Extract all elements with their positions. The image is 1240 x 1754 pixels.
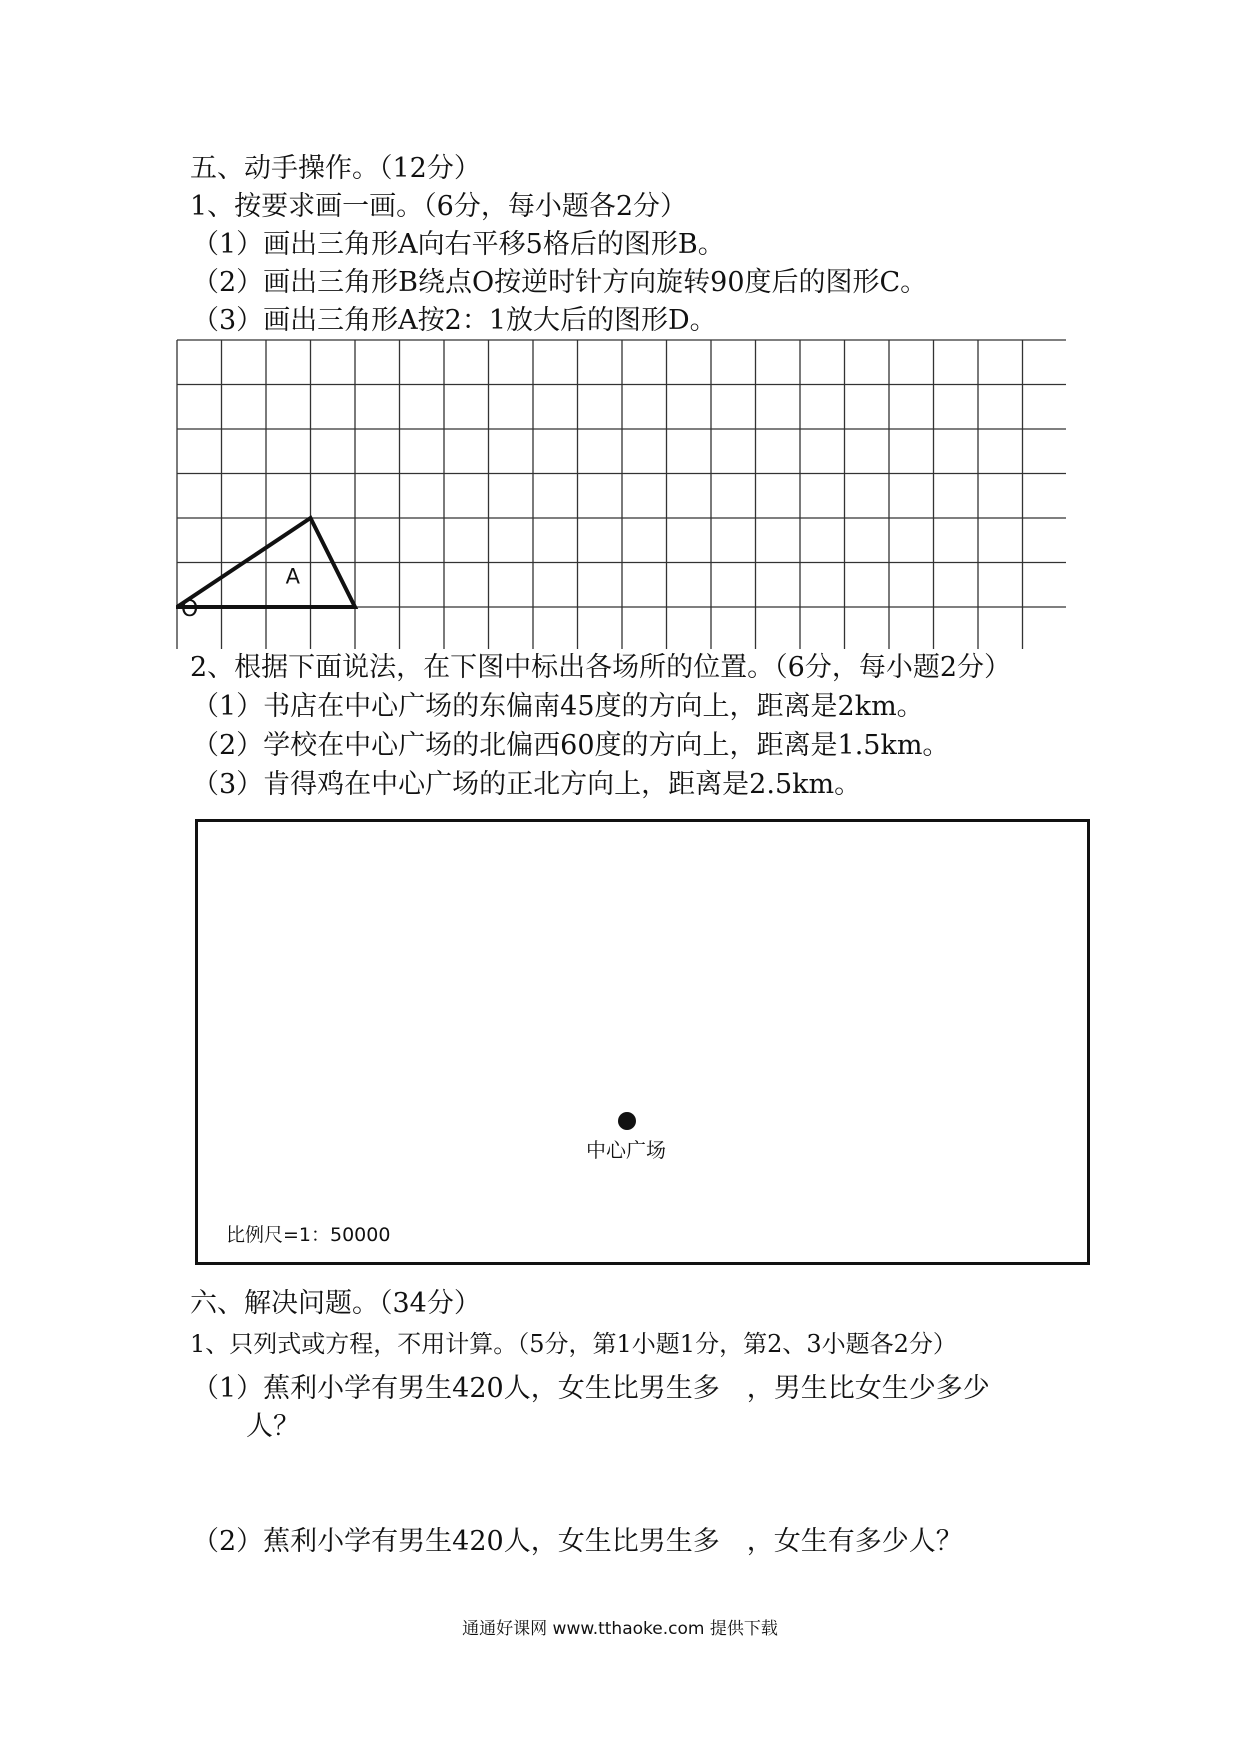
section-6-item-1-line-1: （1）蕉利小学有男生420人，女生比男生多 ，男生比女生少多少 [192, 1373, 990, 1404]
section-5-heading: 五、动手操作。（12分） [190, 153, 481, 184]
question-2-item-2: （2）学校在中心广场的北偏西60度的方向上，距离是1.5km。 [192, 730, 950, 761]
footer-text: 通通好课网 www.tthaoke.com 提供下载 [462, 1619, 778, 1639]
triangle-a-label: A [285, 564, 301, 589]
question-2-title: 2、根据下面说法，在下图中标出各场所的位置。（6分，每小题2分） [190, 652, 1012, 683]
drawing-grid [176, 339, 1066, 649]
section-6-heading: 六、解决问题。（34分） [190, 1288, 481, 1319]
question-1-item-3: （3）画出三角形A按2：1放大后的图形D。 [192, 305, 717, 336]
question-1-title: 1、按要求画一画。（6分，每小题各2分） [190, 191, 688, 222]
question-2-item-1: （1）书店在中心广场的东偏南45度的方向上，距离是2km。 [192, 691, 924, 722]
center-square-label: 中心广场 [586, 1138, 666, 1162]
location-map [195, 819, 1090, 1265]
point-o-label: O [181, 597, 199, 622]
grid-svg [176, 339, 1066, 649]
section-6-item-2-line-1: （2）蕉利小学有男生420人，女生比男生多 ，女生有多少人？ [192, 1526, 963, 1557]
map-scale-label: 比例尺=1：50000 [226, 1224, 391, 1246]
section-6-item-1-line-2: 人？ [246, 1411, 300, 1442]
question-1-item-1: （1）画出三角形A向右平移5格后的图形B。 [192, 229, 725, 260]
section-6-question-1-title: 1、只列式或方程，不用计算。（5分，第1小题1分，第2、3小题各2分） [190, 1330, 957, 1358]
center-square-point [618, 1112, 636, 1130]
question-1-item-2: （2）画出三角形B绕点O按逆时针方向旋转90度后的图形C。 [192, 267, 928, 298]
question-2-item-3: （3）肯得鸡在中心广场的正北方向上，距离是2.5km。 [192, 769, 862, 800]
